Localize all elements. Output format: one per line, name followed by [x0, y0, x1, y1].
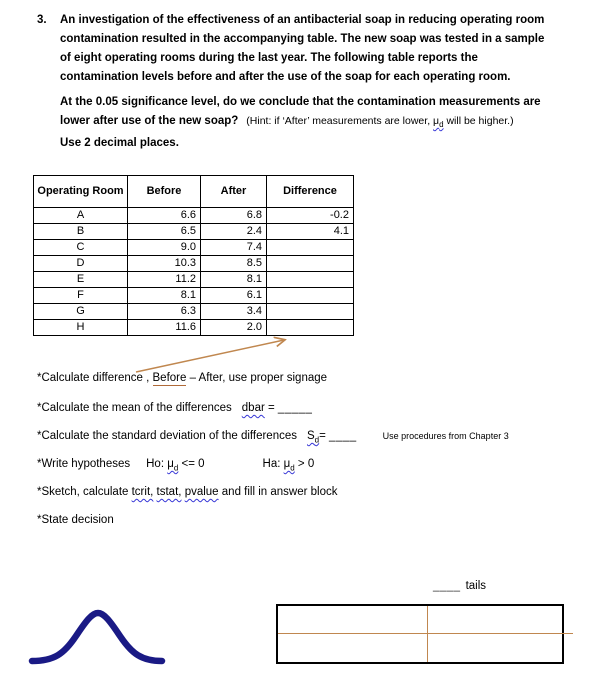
question-line-text: lower after use of the new soap?: [60, 115, 239, 127]
table-row: [34, 288, 354, 304]
cell-before: 8.1: [128, 288, 201, 304]
question-line: At the 0.05 significance level, do we conclude that the contamination measurements are: [60, 96, 541, 108]
decimals-note: Use 2 decimal places.: [60, 137, 179, 149]
contamination-table: [33, 175, 354, 336]
cell-room: F: [34, 288, 128, 304]
sd-blank[interactable]: ____: [329, 430, 357, 442]
cell-difference: [267, 256, 354, 272]
step-calc-sd: *Calculate the standard deviation of the differences $S_d=$ ____ Use procedures from Chapter 3: [37, 430, 509, 445]
col-header-operating-room: Operating Room: [34, 176, 128, 208]
cell-difference: 4.1: [267, 224, 354, 240]
tails-blank[interactable]: ____: [433, 580, 461, 592]
cell-before: 9.0: [128, 240, 201, 256]
alt-hypothesis: Ha: $\mu_d > 0$: [262, 458, 315, 473]
cell-after: 3.4: [201, 304, 267, 320]
intro-line: of eight operating rooms during the last year. The following table reports the: [60, 52, 478, 64]
cell-before: 10.3: [128, 256, 201, 272]
problem-intro: [60, 11, 590, 87]
table-row: [34, 224, 354, 240]
col-header-after: After: [201, 176, 267, 208]
question-number: 3.: [37, 14, 47, 26]
table-row: [34, 208, 354, 224]
mu-d-symbol: $\mu_d$: [433, 115, 444, 130]
cell-before: 11.6: [128, 320, 201, 336]
tails-line: [433, 580, 486, 592]
cell-before: 6.6: [128, 208, 201, 224]
tails-label: tails: [465, 580, 487, 592]
pvalue-word: pvalue: [184, 486, 219, 498]
answer-cell-top-left[interactable]: [278, 606, 427, 633]
mean-blank[interactable]: _____: [277, 402, 313, 414]
question-text: [60, 93, 600, 134]
cell-room: A: [34, 208, 128, 224]
answer-cell-top-right[interactable]: [429, 606, 562, 633]
col-header-before: Before: [128, 176, 201, 208]
cell-difference: [267, 240, 354, 256]
cell-before: 11.2: [128, 272, 201, 288]
table-row: [34, 240, 354, 256]
null-hypothesis: Ho: $\mu_d <= 0$: [146, 458, 205, 473]
bell-curve-icon: [26, 598, 166, 670]
col-header-difference: Difference: [267, 176, 354, 208]
tcrit-word: tcrit,: [131, 486, 154, 498]
cell-after: 8.1: [201, 272, 267, 288]
cell-room: D: [34, 256, 128, 272]
table-row: [34, 304, 354, 320]
cell-difference: [267, 272, 354, 288]
table-row: [34, 256, 354, 272]
sd-symbol: $S_d$: [307, 430, 320, 445]
intro-line: contamination levels before and after the use of the soap for each operating room.: [60, 71, 511, 83]
cell-before: 6.5: [128, 224, 201, 240]
step-hypotheses: *Write hypotheses Ho: $\mu_d <= 0$ Ha: $\mu_d > 0$: [37, 458, 315, 473]
answer-block-vertical-divider: [427, 606, 428, 662]
hint-text: (Hint: if ‘After’ measurements are lower, $\mu_d$ will be higher.): [246, 115, 514, 130]
answer-cell-bottom-right[interactable]: [429, 635, 562, 662]
mu-d-symbol: $\mu_d$: [167, 458, 179, 473]
cell-after: 6.1: [201, 288, 267, 304]
cell-after: 6.8: [201, 208, 267, 224]
intro-line: contamination resulted in the accompanying table. The new soap was tested in a sample: [60, 33, 545, 45]
mu-d-symbol: $\mu_d$: [283, 458, 295, 473]
step-calc-mean: *Calculate the mean of the differences dbar = _____: [37, 402, 313, 414]
cell-difference: [267, 304, 354, 320]
cell-after: 7.4: [201, 240, 267, 256]
cell-room: G: [34, 304, 128, 320]
tstat-word: tstat,: [156, 486, 182, 498]
cell-difference: -0.2: [267, 208, 354, 224]
cell-room: E: [34, 272, 128, 288]
answer-block-horizontal-divider: [278, 633, 573, 634]
cell-room: C: [34, 240, 128, 256]
question-line: [60, 112, 600, 134]
intro-line: An investigation of the effectiveness of an antibacterial soap in reducing operating room: [60, 14, 545, 26]
step-sketch: *Sketch, calculate tcrit, tstat, pvalue and fill in answer block: [37, 486, 338, 498]
dbar-symbol: dbar: [241, 402, 265, 414]
cell-before: 6.3: [128, 304, 201, 320]
cell-after: 8.5: [201, 256, 267, 272]
step-calc-difference: *Calculate difference , Before – After, use proper signage: [37, 372, 328, 384]
before-underlined: Before: [152, 372, 187, 384]
chapter3-note: Use procedures from Chapter 3: [382, 431, 509, 441]
cell-after: 2.4: [201, 224, 267, 240]
table-header-row: [34, 176, 354, 208]
answer-block: [276, 604, 564, 664]
cell-room: B: [34, 224, 128, 240]
cell-after: 2.0: [201, 320, 267, 336]
table-row: [34, 272, 354, 288]
step-state-decision: *State decision: [37, 514, 114, 526]
cell-difference: [267, 288, 354, 304]
answer-cell-bottom-left[interactable]: [278, 635, 427, 662]
cell-room: H: [34, 320, 128, 336]
